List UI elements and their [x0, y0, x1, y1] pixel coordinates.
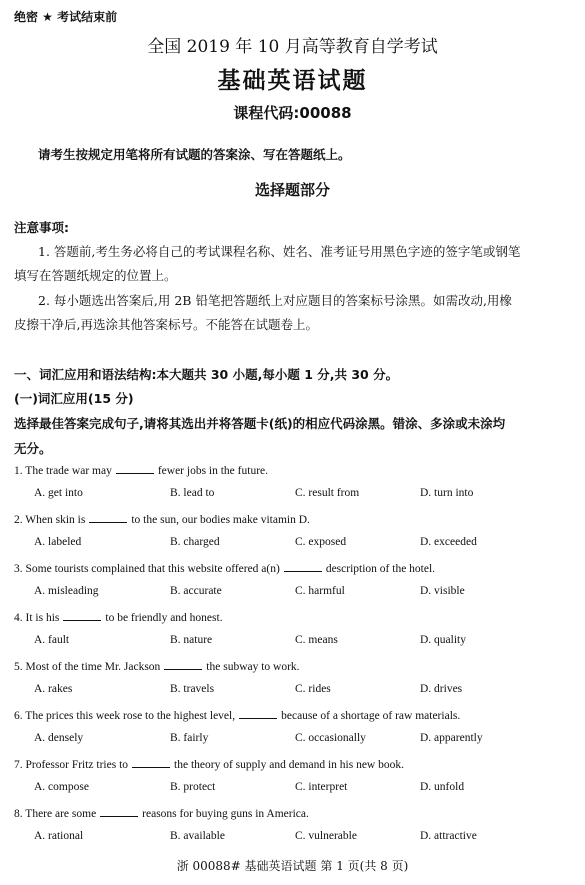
question-text-after-blank: to the sun, our bodies make vitamin D. — [131, 514, 310, 526]
question-text-before-blank: 7. Professor Fritz tries to — [14, 759, 129, 771]
answer-option: C. means — [295, 634, 338, 646]
answer-option: D. turn into — [420, 487, 474, 499]
part-heading: 一、词汇应用和语法结构:本大题共 30 小题,每小题 1 分,共 30 分。 — [14, 367, 399, 382]
question-stem — [14, 610, 223, 624]
question-stem — [14, 512, 310, 526]
answer-option: A. misleading — [34, 585, 99, 597]
answer-option: B. nature — [170, 634, 213, 646]
answer-option: B. lead to — [170, 487, 215, 499]
answer-option: C. exposed — [295, 536, 347, 548]
note-item-1-line-1: 1. 答题前,考生务必将自己的考试课程名称、姓名、准考证号用黑色字迹的签字笔或钢笔 — [38, 244, 521, 259]
answer-option: B. protect — [170, 781, 216, 793]
answer-option: C. interpret — [295, 781, 348, 793]
answer-option: D. exceeded — [420, 536, 477, 548]
sub-heading: (一)词汇应用(15 分) — [14, 391, 134, 406]
question-text-before-blank: 3. Some tourists complained that this website offered a(n) — [14, 563, 280, 575]
question-text-after-blank: reasons for buying guns in America. — [142, 808, 309, 820]
answer-instruction: 请考生按规定用笔将所有试题的答案涂、写在答题纸上。 — [38, 147, 351, 162]
answer-option: A. rakes — [34, 683, 73, 695]
question-stem — [14, 561, 435, 575]
question-text-after-blank: description of the hotel. — [325, 563, 436, 575]
answer-option: C. result from — [295, 487, 360, 499]
subject-title: 基础英语试题 — [217, 68, 368, 94]
answer-option: B. fairly — [170, 732, 209, 744]
question-text-after-blank: the theory of supply and demand in his new book. — [174, 759, 404, 771]
question-text-after-blank: fewer jobs in the future. — [157, 465, 268, 477]
answer-option: D. drives — [420, 683, 463, 695]
answer-option: A. densely — [34, 732, 84, 744]
question-text-after-blank: the subway to work. — [206, 661, 300, 673]
question-stem — [14, 708, 460, 722]
answer-blank — [63, 610, 101, 621]
question-text-before-blank: 2. When skin is — [14, 514, 86, 526]
question-text-after-blank: because of a shortage of raw materials. — [281, 710, 461, 722]
question-text-before-blank: 5. Most of the time Mr. Jackson — [14, 661, 161, 673]
answer-blank — [132, 757, 170, 768]
answer-option: A. compose — [34, 781, 89, 793]
answer-option: C. vulnerable — [295, 830, 357, 842]
answer-option: B. accurate — [170, 585, 222, 597]
question-text-before-blank: 8. There are some — [14, 808, 97, 820]
answer-option: D. attractive — [420, 830, 477, 842]
answer-option: C. harmful — [295, 585, 345, 597]
page-footer: 浙 00088# 基础英语试题 第 1 页(共 8 页) — [176, 859, 409, 873]
answer-blank — [239, 708, 277, 719]
question-text-before-blank: 6. The prices this week rose to the highest level, — [14, 710, 236, 722]
answer-option: C. rides — [295, 683, 331, 695]
answer-blank — [284, 561, 322, 572]
directions-line-2: 无分。 — [14, 441, 52, 456]
answer-option: D. unfold — [420, 781, 465, 793]
answer-option: B. charged — [170, 536, 220, 548]
note-item-2-line-2: 皮擦干净后,再选涂其他答案标号。不能答在试题卷上。 — [14, 317, 318, 332]
answer-option: C. occasionally — [295, 732, 366, 744]
answer-blank — [89, 512, 127, 523]
answer-option: D. apparently — [420, 732, 483, 744]
question-stem — [14, 463, 268, 477]
question-text-before-blank: 4. It is his — [14, 612, 60, 624]
answer-option: A. get into — [34, 487, 83, 499]
answer-blank — [116, 463, 154, 474]
question-stem — [14, 757, 404, 771]
question-text-before-blank: 1. The trade war may — [14, 465, 112, 477]
confidential-mark: 绝密 ★ 考试结束前 — [14, 10, 118, 24]
answer-option: B. available — [170, 830, 225, 842]
answer-blank — [164, 659, 202, 670]
course-code: 课程代码:00088 — [233, 104, 352, 122]
answer-option: A. labeled — [34, 536, 82, 548]
section-title: 选择题部分 — [254, 181, 330, 199]
notes-heading: 注意事项: — [14, 220, 69, 235]
question-stem — [14, 806, 309, 820]
answer-option: D. visible — [420, 585, 465, 597]
answer-option: B. travels — [170, 683, 215, 695]
answer-option: A. rational — [34, 830, 84, 842]
note-item-1-line-2: 填写在答题纸规定的位置上。 — [14, 268, 177, 283]
directions-line-1: 选择最佳答案完成句子,请将其选出并将答题卡(纸)的相应代码涂黑。错涂、多涂或未涂均 — [14, 416, 506, 431]
question-text-after-blank: to be friendly and honest. — [105, 612, 223, 624]
answer-option: A. fault — [34, 634, 70, 646]
note-item-2-line-1: 2. 每小题选出答案后,用 2B 铅笔把答题纸上对应题目的答案标号涂黑。如需改动,用橡 — [38, 293, 512, 308]
question-stem — [14, 659, 300, 673]
answer-blank — [100, 806, 138, 817]
answer-option: D. quality — [420, 634, 466, 646]
exam-name: 全国 2019 年 10 月高等教育自学考试 — [147, 37, 438, 57]
